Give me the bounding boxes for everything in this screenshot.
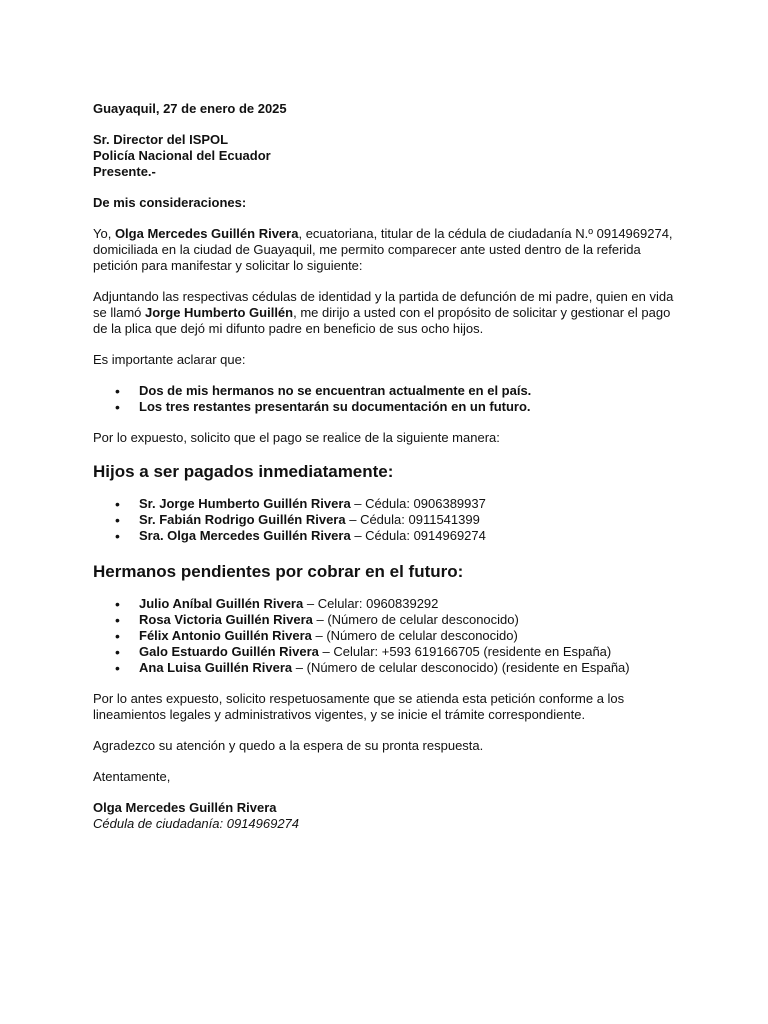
list-item: • Dos de mis hermanos no se encuentran actualmente en el país. <box>93 383 683 399</box>
list-item: • Sra. Olga Mercedes Guillén Rivera – Cédula: 0914969274 <box>93 528 683 544</box>
list-item: • Julio Aníbal Guillén Rivera – Celular: 0960839292 <box>93 596 683 612</box>
list-item: • Los tres restantes presentarán su documentación en un futuro. <box>93 399 683 415</box>
father-name: Jorge Humberto Guillén <box>145 305 294 320</box>
list-item: • Galo Estuardo Guillén Rivera – Celular: +593 619166705 (residente en España) <box>93 644 683 660</box>
closing: Atentamente, <box>93 769 171 784</box>
paragraph-payment: Por lo expuesto, solicito que el pago se realice de la siguiente manera: <box>93 430 500 445</box>
paragraph-request: Adjuntando las respectivas cédulas de identidad y la partida de defunción de mi padre, quien en vida se llamó Jorge Humberto Guillén, me dirijo a usted con el propósito de solicitar y gestionar el pago de la plica que dejó mi difunto padre en beneficio de sus ocho hijos. <box>93 289 674 336</box>
recipient-line-2: Policía Nacional del Ecuador <box>93 148 271 163</box>
paragraph-introduction: Yo, Olga Mercedes Guillén Rivera, ecuatoriana, titular de la cédula de ciudadanía N.º 0914969274, domiciliada en la ciudad de Guayaquil, me permito comparecer ante usted dentro de la referida petición para manifestar y solicitar lo siguiente: <box>93 226 673 273</box>
greeting: De mis consideraciones: <box>93 195 247 210</box>
letter-date: Guayaquil, 27 de enero de 2025 <box>93 101 287 116</box>
recipient-line-3: Presente.- <box>93 164 156 179</box>
recipient-line-1: Sr. Director del ISPOL <box>93 132 229 147</box>
heading-pending-payment: Hermanos pendientes por cobrar en el futuro: <box>93 562 464 581</box>
heading-immediate-payment: Hijos a ser pagados inmediatamente: <box>93 462 394 481</box>
list-item: • Sr. Fabián Rodrigo Guillén Rivera – Cédula: 0911541399 <box>93 512 683 528</box>
list-item: • Sr. Jorge Humberto Guillén Rivera – Cédula: 0906389937 <box>93 496 683 512</box>
signature-block <box>93 800 683 832</box>
applicant-name: Olga Mercedes Guillén Rivera <box>114 226 299 241</box>
pending-payment-list <box>93 596 683 676</box>
paragraph-conclusion: Por lo antes expuesto, solicito respetuosamente que se atienda esta petición conforme a los lineamientos legales y administrativos vigentes, y se inicie el trámite correspondiente. <box>93 691 625 722</box>
immediate-payment-list <box>93 496 683 544</box>
letter-body <box>93 101 683 832</box>
recipient-block <box>93 132 683 180</box>
paragraph-thanks: Agradezco su atención y quedo a la espera de su pronta respuesta. <box>93 738 484 753</box>
list-item: • Rosa Victoria Guillén Rivera – (Número de celular desconocido) <box>93 612 683 628</box>
paragraph-clarify: Es importante aclarar que: <box>93 352 246 367</box>
list-item: • Ana Luisa Guillén Rivera – (Número de celular desconocido) (residente en España) <box>93 660 683 676</box>
signature-id: Cédula de ciudadanía: 0914969274 <box>93 816 300 831</box>
clarification-list <box>93 383 683 415</box>
signature-name: Olga Mercedes Guillén Rivera <box>93 800 277 815</box>
list-item: • Félix Antonio Guillén Rivera – (Número de celular desconocido) <box>93 628 683 644</box>
